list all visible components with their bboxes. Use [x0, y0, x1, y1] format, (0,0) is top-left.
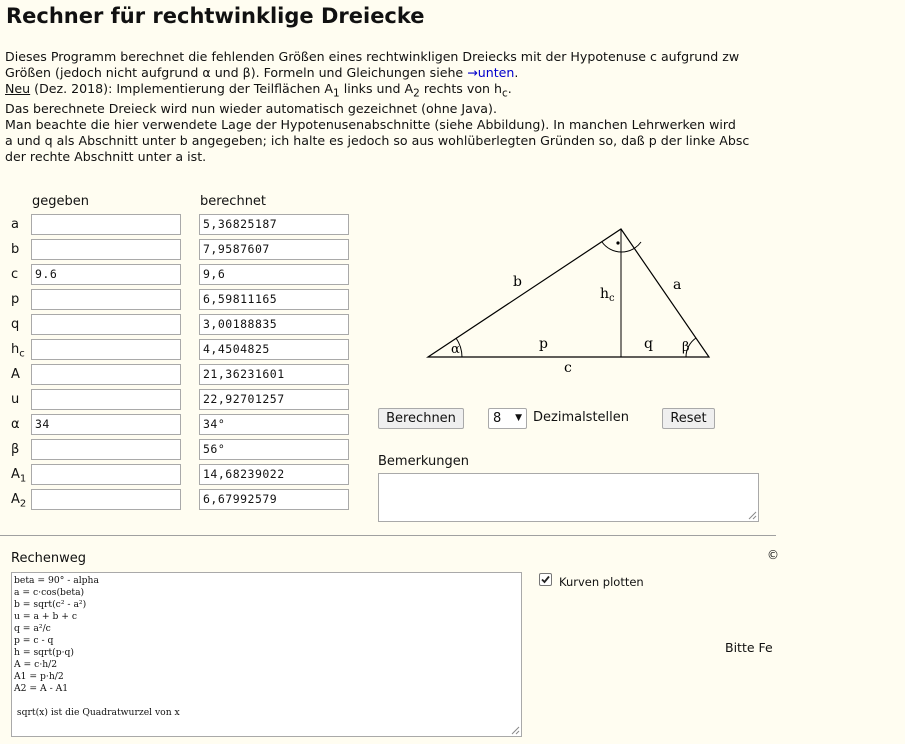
- given-input[interactable]: [31, 439, 181, 460]
- page-title: Rechner für rechtwinklige Dreiecke: [6, 4, 425, 28]
- given-input[interactable]: [31, 489, 181, 510]
- triangle-shape: [428, 229, 709, 357]
- figure-label-b: b: [513, 274, 522, 290]
- row-label: [11, 267, 18, 282]
- given-input[interactable]: [31, 389, 181, 410]
- computed-output: 22,92701257: [199, 389, 349, 410]
- row-label-subscript: 2: [19, 498, 27, 510]
- row-label-symbol: h: [11, 342, 20, 357]
- intro-line-4: Das berechnete Dreieck wird nun wieder automatisch gezeichnet (ohne Java).: [5, 101, 497, 116]
- remarks-label: Bemerkungen: [378, 454, 470, 469]
- computed-output: 7,9587607: [199, 239, 349, 260]
- row-label-subscript: c: [19, 348, 25, 360]
- given-input[interactable]: [31, 214, 181, 235]
- intro-text: Größen (jedoch nicht aufgrund α und β). Formeln und Gleichungen siehe: [5, 65, 468, 80]
- row-label-symbol: q: [11, 317, 20, 332]
- row-label-symbol: A: [11, 492, 20, 507]
- intro-sub: c: [502, 87, 508, 100]
- rechenweg-textarea[interactable]: [11, 572, 522, 737]
- intro-text: .: [507, 81, 512, 96]
- given-input[interactable]: [31, 314, 181, 335]
- given-column-header: gegeben: [32, 194, 89, 209]
- computed-output: 9,6: [199, 264, 349, 285]
- figure-label-h: [600, 286, 615, 304]
- row-label-symbol: A: [11, 367, 20, 382]
- row-label: [11, 217, 19, 232]
- computed-output: 3,00188835: [199, 314, 349, 335]
- row-label-symbol: α: [11, 417, 20, 432]
- row-label-symbol: u: [11, 392, 20, 407]
- intro-text: rechts von h: [419, 81, 502, 96]
- computed-output: 34°: [199, 414, 349, 435]
- right-angle-dot: [616, 241, 619, 244]
- hint-text: Bitte Fe: [725, 640, 773, 655]
- plot-curves-label: Kurven plotten: [559, 575, 644, 589]
- computed-output: 4,4504825: [199, 339, 349, 360]
- row-label: [11, 492, 26, 510]
- remarks-text: [379, 474, 758, 478]
- intro-sub: 1: [333, 87, 340, 100]
- decimals-select[interactable]: [488, 408, 527, 429]
- row-label: [11, 342, 25, 360]
- dropdown-arrow-icon: ▼: [515, 413, 522, 423]
- section-divider: [0, 535, 776, 536]
- computed-output: 56°: [199, 439, 349, 460]
- figure-label-a: a: [673, 277, 682, 293]
- row-label-symbol: c: [11, 267, 19, 282]
- row-label: [11, 467, 26, 485]
- row-label: [11, 442, 19, 457]
- row-label: [11, 417, 20, 432]
- intro-text: .: [514, 65, 519, 80]
- rechenweg-text: beta = 90° - alpha a = c·cos(beta) b = sqrt(c² - a²) u = a + b + c q = a²/c p = c - q h = sqrt(p·q) A = c·h/2 A1 = p·h/2 A2 = A - A1 sqrt(x) ist die Quadratwurzel von x: [14, 575, 180, 718]
- computed-output: 6,59811165: [199, 289, 349, 310]
- figure-label-c: c: [564, 360, 572, 376]
- row-label: [11, 317, 19, 332]
- decimals-value: 8: [493, 411, 502, 426]
- given-input[interactable]: [31, 239, 181, 260]
- figure-label-q: q: [644, 336, 653, 352]
- given-input[interactable]: [31, 289, 181, 310]
- rechenweg-label: Rechenweg: [11, 551, 86, 566]
- given-input[interactable]: 34: [31, 414, 181, 435]
- formulas-link[interactable]: →unten: [467, 65, 515, 80]
- given-input[interactable]: [31, 464, 181, 485]
- resize-grip-icon[interactable]: [511, 726, 520, 735]
- given-input[interactable]: [31, 339, 181, 360]
- figure-label-alpha: α: [451, 342, 460, 357]
- computed-output: 6,67992579: [199, 489, 349, 510]
- row-label: [11, 367, 20, 382]
- reset-button[interactable]: Reset: [662, 408, 715, 429]
- row-label-symbol: a: [11, 217, 19, 232]
- triangle-figure: [420, 222, 720, 382]
- computed-output: 5,36825187: [199, 214, 349, 235]
- row-label-symbol: p: [11, 292, 20, 307]
- plot-curves-checkbox[interactable]: [539, 573, 552, 586]
- row-label: [11, 392, 19, 407]
- intro-line-3: [5, 81, 905, 102]
- intro-line-7: der rechte Abschnitt unter a ist.: [5, 149, 207, 164]
- figure-label-h-sub: c: [609, 293, 615, 304]
- checkmark-icon: [540, 574, 551, 585]
- given-input[interactable]: [31, 364, 181, 385]
- intro-line-6: a und q als Abschnitt unter b angegeben; ich halte es jedoch so aus wohlüberlegten Gründen so, daß p der linke Absc: [5, 133, 750, 148]
- row-label: [11, 292, 19, 307]
- intro-line-1: Dieses Programm berechnet die fehlenden Größen eines rechtwinkligen Dreiecks mit der Hypotenuse c aufgrund zw: [5, 49, 740, 64]
- intro-sub: 2: [413, 87, 420, 100]
- intro-line-5: Man beachte die hier verwendete Lage der Hypotenusenabschnitte (siehe Abbildung). In manchen Lehrwerken wird: [5, 117, 736, 132]
- copyright-text: ©: [767, 548, 779, 562]
- row-label-symbol: β: [11, 442, 20, 457]
- figure-label-beta: β: [682, 340, 690, 355]
- row-label: [11, 242, 19, 257]
- intro-line-2: [5, 65, 905, 81]
- resize-grip-icon[interactable]: [748, 511, 757, 520]
- computed-output: 14,68239022: [199, 464, 349, 485]
- given-input[interactable]: 9.6: [31, 264, 181, 285]
- remarks-textarea[interactable]: [378, 473, 759, 522]
- figure-label-p: p: [539, 336, 548, 352]
- intro-text: links und A: [339, 81, 414, 96]
- intro-text: (Dez. 2018): Implementierung der Teilflächen A: [30, 81, 334, 96]
- calculate-button[interactable]: Berechnen: [378, 408, 464, 429]
- row-label-symbol: b: [11, 242, 20, 257]
- decimals-label: Dezimalstellen: [533, 410, 630, 425]
- new-label: Neu: [5, 81, 31, 96]
- computed-output: 21,36231601: [199, 364, 349, 385]
- figure-label-h-main: h: [600, 286, 610, 302]
- computed-column-header: berechnet: [200, 194, 267, 209]
- row-label-subscript: 1: [19, 473, 27, 485]
- row-label-symbol: A: [11, 467, 20, 482]
